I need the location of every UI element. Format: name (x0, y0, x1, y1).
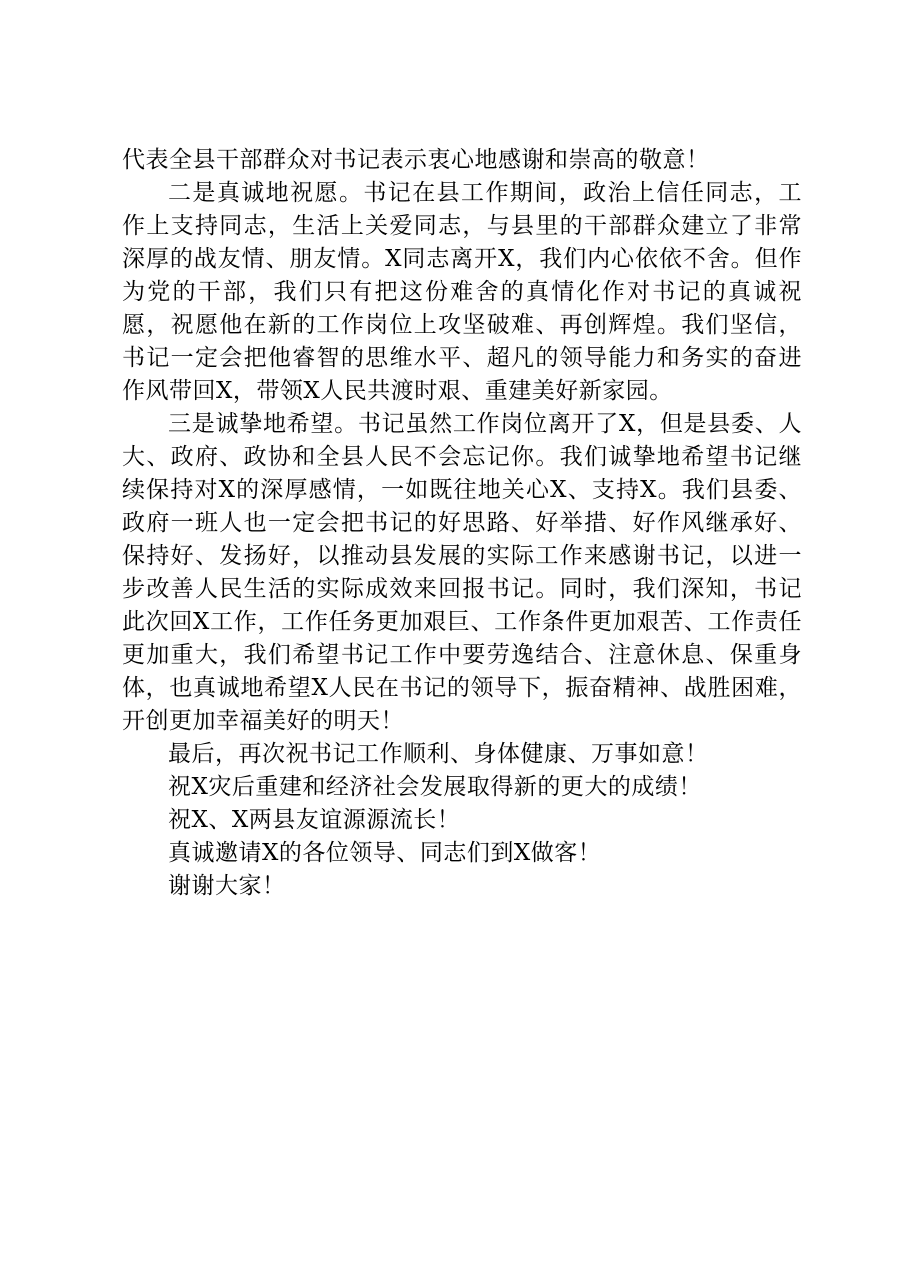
document-body (122, 144, 802, 903)
closing-line-reconstruction: 祝X灾后重建和经济社会发展取得新的更大的成绩！ (168, 774, 702, 800)
paragraph-continuation: 代表全县干部群众对书记表示衷心地感谢和崇高的敬意！ (122, 147, 710, 173)
paragraph-sincere-wishes: 二是真诚地祝愿。书记在县工作期间，政治上信任同志，工作上支持同志，生活上关爱同志，与县里的干部群众建立了非常深厚的战友情、朋友情。X同志离开X，我们内心依依不舍。但作为党的干部，我们只有把这份难舍的真情化作对书记的真诚祝愿，祝愿他在新的工作岗位上攻坚破难、再创辉煌。我们坚信，书记一定会把他睿智的思维水平、超凡的领导能力和务实的奋进作风带回X，带领X人民共渡时艰、重建美好新家园。 (122, 180, 802, 404)
closing-line-thanks: 谢谢大家！ (168, 873, 286, 899)
paragraph-sincere-hopes: 三是诚挚地希望。书记虽然工作岗位离开了X，但是县委、人大、政府、政协和全县人民不会忘记你。我们诚挚地希望书记继续保持对X的深厚感情，一如既往地关心X、支持X。我们县委、政府一班人也一定会把书记的好思路、好举措、好作风继承好、保持好、发扬好，以推动县发展的实际工作来感谢书记，以进一步改善人民生活的实际成效来回报书记。同时，我们深知，书记此次回X工作，工作任务更加艰巨、工作条件更加艰苦、工作责任更加重大，我们希望书记工作中要劳逸结合、注意休息、保重身体，也真诚地希望X人民在书记的领导下，振奋精神、战胜困难，开创更加幸福美好的明天！ (122, 411, 802, 734)
closing-line-invitation: 真诚邀请X的各位领导、同志们到X做客！ (168, 840, 602, 866)
closing-line-final-wishes: 最后，再次祝书记工作顺利、身体健康、万事如意！ (168, 741, 709, 767)
closing-line-friendship: 祝X、X两县友谊源源流长！ (168, 807, 461, 833)
